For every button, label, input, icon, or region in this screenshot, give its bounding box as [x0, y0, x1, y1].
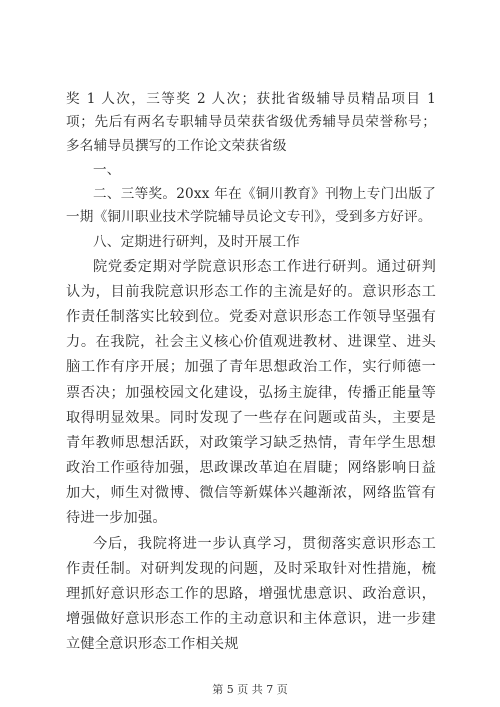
paragraph-3: 二、三等奖。20xx 年在《铜川教育》刊物上专门出版了一期《铜川职业技术学院辅导员论文专刊》，受到多方好评。: [66, 186, 436, 226]
document-body: [66, 88, 436, 659]
paragraph-1: 奖 1 人次，三等奖 2 人次；获批省级辅导员精品项目 1 项；先后有两名专职辅导员荣获省级优秀辅导员荣誉称号；多名辅导员撰写的工作论文荣获省级: [66, 91, 436, 154]
paragraph-5: 院党委定期对学院意识形态工作进行研判。通过研判认为，目前我院意识形态工作的主流是好的。意识形态工作责任制落实比较到位。党委对意识形态工作领导坚强有力。在我院，社会主义核心价值观进教材、进课堂、进头脑工作有序开展；加强了青年思想政治工作，实行师德一票否决；加强校园文化建设，弘扬主旋律，传播正能量等取得明显效果。同时发现了一些存在问题或苗头，主要是青年教师思想活跃，对政策学习缺乏热情，青年学生思想政治工作亟待加强，思政课改革迫在眉睫；网络影响日益加大，师生对微博、微信等新媒体兴趣渐浓，网络监管有待进一步加强。: [66, 259, 436, 527]
paragraph-2: 一、: [93, 161, 121, 178]
section-heading-8: 八、定期进行研判，及时开展工作: [93, 233, 300, 250]
paragraph-6: 今后，我院将进一步认真学习，贯彻落实意识形态工作责任制。对研判发现的问题，及时采取针对性措施，梳理抓好意识形态工作的思路，增强忧患意识、政治意识，增强做好意识形态工作的主动意识和主体意识，进一步建立健全意识形态工作相关规: [66, 536, 436, 653]
page-number-footer: 第 5 页 共 7 页: [212, 683, 288, 696]
